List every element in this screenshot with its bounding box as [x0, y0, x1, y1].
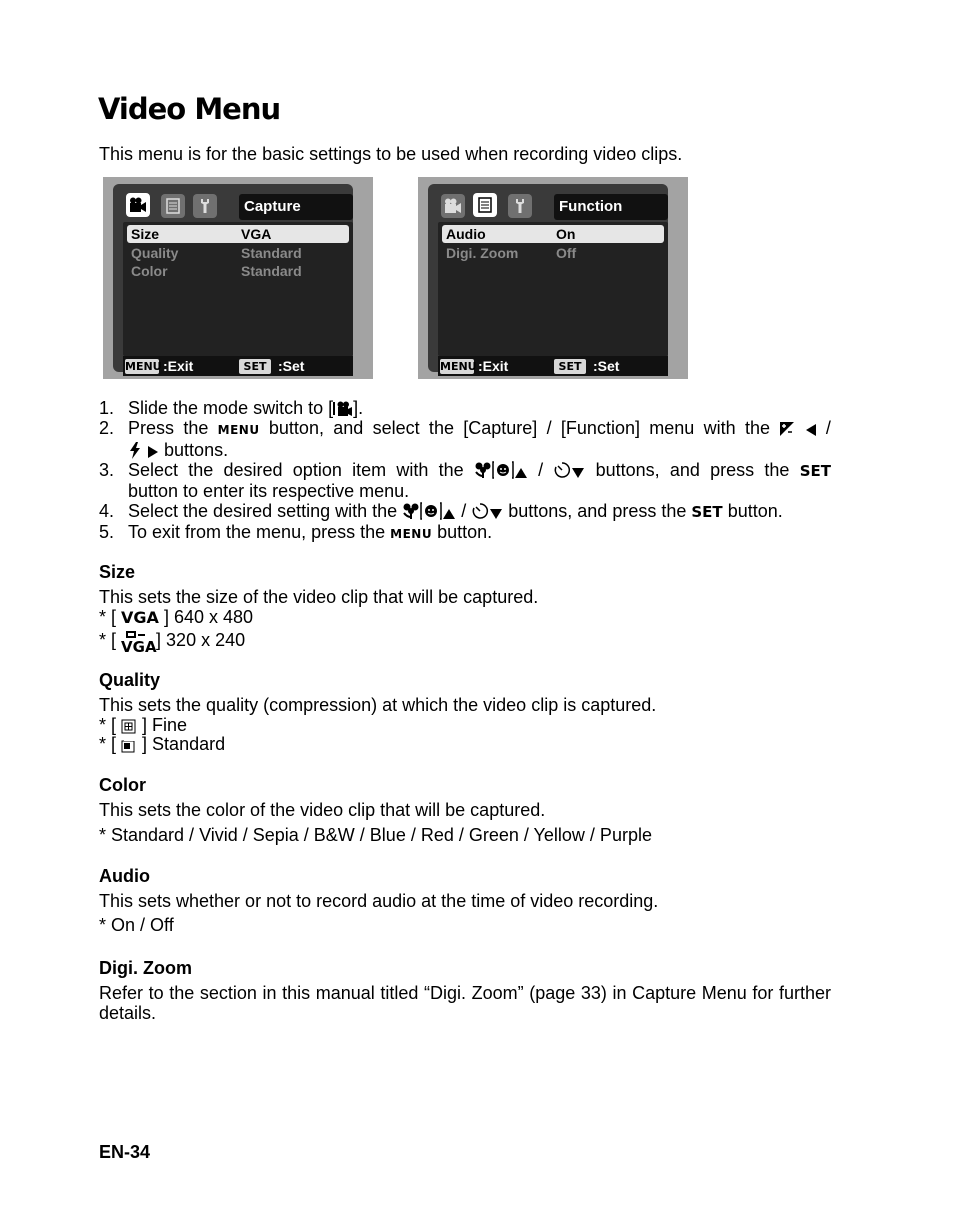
step-1	[99, 398, 831, 418]
standard-quality-icon	[121, 738, 137, 753]
instruction-steps	[99, 398, 831, 544]
camera-lcd	[428, 184, 668, 372]
menu-row-color	[127, 262, 349, 280]
size-description: This sets the size of the video clip that will be captured.	[99, 587, 539, 607]
step-text: button.	[437, 522, 493, 542]
video-camera-icon	[129, 196, 147, 214]
quality-heading: Quality	[99, 670, 161, 690]
menu-list	[438, 222, 668, 356]
option-text: ] Fine	[142, 715, 188, 735]
vga-label: VGA	[121, 638, 157, 656]
menu-key: MENU	[440, 360, 477, 373]
menu-key: MENU	[125, 360, 162, 373]
option-prefix: * [	[99, 734, 117, 754]
video-mode-icon	[333, 400, 353, 417]
step-number: 4.	[99, 501, 115, 521]
step-line	[128, 440, 831, 460]
step-text: Press the	[128, 418, 209, 438]
vga-icon: VGA	[121, 608, 159, 627]
step-5	[99, 522, 831, 544]
exit-label: :Exit	[163, 358, 194, 374]
macro-flower-icon	[402, 502, 420, 520]
row-value: VGA	[241, 226, 272, 242]
option-prefix: * [	[99, 607, 117, 627]
step-text: button, and select the [Capture] / [Function] menu with the	[268, 418, 770, 438]
set-button-label: SET	[691, 503, 723, 521]
flash-icon	[128, 442, 142, 459]
step-2	[99, 418, 831, 460]
menu-footer	[123, 356, 353, 376]
self-timer-icon	[471, 502, 489, 520]
row-value: Off	[556, 245, 577, 261]
macro-flower-icon	[474, 461, 492, 479]
row-label: Digi. Zoom	[446, 245, 519, 261]
step-line	[128, 460, 831, 481]
option-text: ] Standard	[142, 734, 226, 754]
option-text: ] 320 x 240	[156, 630, 246, 650]
digi-zoom-description: Refer to the section in this manual titled “Digi. Zoom” (page 33) in Capture Menu for further details.	[99, 983, 831, 1023]
step-number: 3.	[99, 460, 115, 480]
left-arrow-icon	[805, 423, 817, 437]
menu-button-label: MENU	[390, 527, 433, 541]
fine-quality-icon	[121, 719, 137, 734]
audio-description: This sets whether or not to record audio at the time of video recording.	[99, 891, 659, 911]
step-text: To exit from the menu, press the	[128, 522, 386, 542]
step-number: 1.	[99, 398, 115, 418]
video-camera-icon	[444, 197, 462, 215]
step-line	[128, 418, 831, 440]
video-mode-tab	[126, 193, 150, 217]
function-tab	[473, 193, 497, 217]
wrench-icon	[511, 197, 529, 215]
set-button-label: SET	[799, 462, 831, 480]
digi-zoom-heading: Digi. Zoom	[99, 958, 192, 978]
size-option-qvga	[99, 630, 245, 654]
step-text: buttons, and press the	[595, 460, 790, 480]
color-heading: Color	[99, 775, 146, 795]
list-icon	[164, 197, 182, 215]
quality-description: This sets the quality (compression) at which the video clip is captured.	[99, 695, 657, 715]
menu-title: Function	[554, 194, 668, 220]
set-label: :Set	[593, 358, 620, 374]
self-timer-icon	[553, 461, 571, 479]
menu-row-audio	[442, 225, 664, 243]
step-text: button to enter its respective menu.	[128, 481, 410, 501]
step-text: buttons.	[164, 440, 229, 460]
color-description: This sets the color of the video clip that will be captured.	[99, 800, 546, 820]
function-menu-screenshot	[418, 177, 688, 379]
down-arrow-icon	[571, 467, 585, 479]
option-text: ] 640 x 480	[163, 607, 254, 627]
menu-button-label: MENU	[217, 423, 260, 437]
menu-footer	[438, 356, 668, 376]
audio-heading: Audio	[99, 866, 150, 886]
camera-lcd	[113, 184, 353, 372]
right-arrow-icon	[147, 445, 159, 459]
step-text: ].	[353, 398, 364, 418]
step-4	[99, 501, 831, 522]
step-number: 2.	[99, 418, 115, 438]
setup-tab	[508, 194, 532, 218]
option-prefix: * [	[99, 715, 117, 735]
setup-tab	[193, 194, 217, 218]
step-number: 5.	[99, 522, 115, 542]
video-mode-tab	[441, 194, 465, 218]
set-key: SET	[554, 359, 586, 374]
capture-menu-screenshot	[103, 177, 373, 379]
step-text: Select the desired setting with the	[128, 501, 398, 521]
down-arrow-icon	[489, 508, 503, 520]
function-tab	[161, 194, 185, 218]
up-arrow-icon	[442, 508, 456, 520]
step-text: button.	[727, 501, 783, 521]
step-line	[128, 481, 831, 501]
set-key: SET	[239, 359, 271, 374]
size-option-vga	[99, 607, 253, 628]
step-text: /	[461, 501, 467, 521]
row-label: Color	[131, 263, 168, 279]
step-text: /	[825, 418, 831, 438]
set-label: :Set	[278, 358, 305, 374]
row-label: Audio	[446, 226, 486, 242]
menu-title: Capture	[239, 194, 353, 220]
intro-text: This menu is for the basic settings to be used when recording video clips.	[99, 144, 683, 164]
row-value: Standard	[241, 245, 302, 261]
menu-list	[123, 222, 353, 356]
step-text: buttons, and press the	[508, 501, 687, 521]
option-prefix: * [	[99, 630, 117, 650]
step-text: /	[538, 460, 544, 480]
menu-row-quality	[127, 244, 349, 262]
wrench-icon	[196, 197, 214, 215]
row-label: Size	[131, 226, 160, 242]
audio-options: * On / Off	[99, 915, 174, 935]
menu-row-digi-zoom	[442, 244, 664, 262]
exposure-icon	[779, 421, 795, 437]
qvga-icon	[121, 630, 157, 656]
menu-row-size	[127, 225, 349, 243]
color-options: * Standard / Vivid / Sepia / B&W / Blue / Red / Green / Yellow / Purple	[99, 825, 652, 845]
step-text: Select the desired option item with the	[128, 460, 464, 480]
up-arrow-icon	[514, 467, 528, 479]
step-3	[99, 460, 831, 501]
step-text: Slide the mode switch to [	[128, 398, 334, 418]
list-icon	[476, 196, 494, 214]
face-detection-icon	[420, 502, 442, 520]
quality-option-standard	[99, 734, 225, 755]
quality-option-fine	[99, 715, 187, 736]
row-value: On	[556, 226, 576, 242]
exit-label: :Exit	[478, 358, 509, 374]
row-label: Quality	[131, 245, 179, 261]
page-title: Video Menu	[98, 92, 281, 126]
size-heading: Size	[99, 562, 136, 582]
page-number: EN-34	[99, 1142, 151, 1162]
face-detection-icon	[492, 461, 514, 479]
row-value: Standard	[241, 263, 302, 279]
